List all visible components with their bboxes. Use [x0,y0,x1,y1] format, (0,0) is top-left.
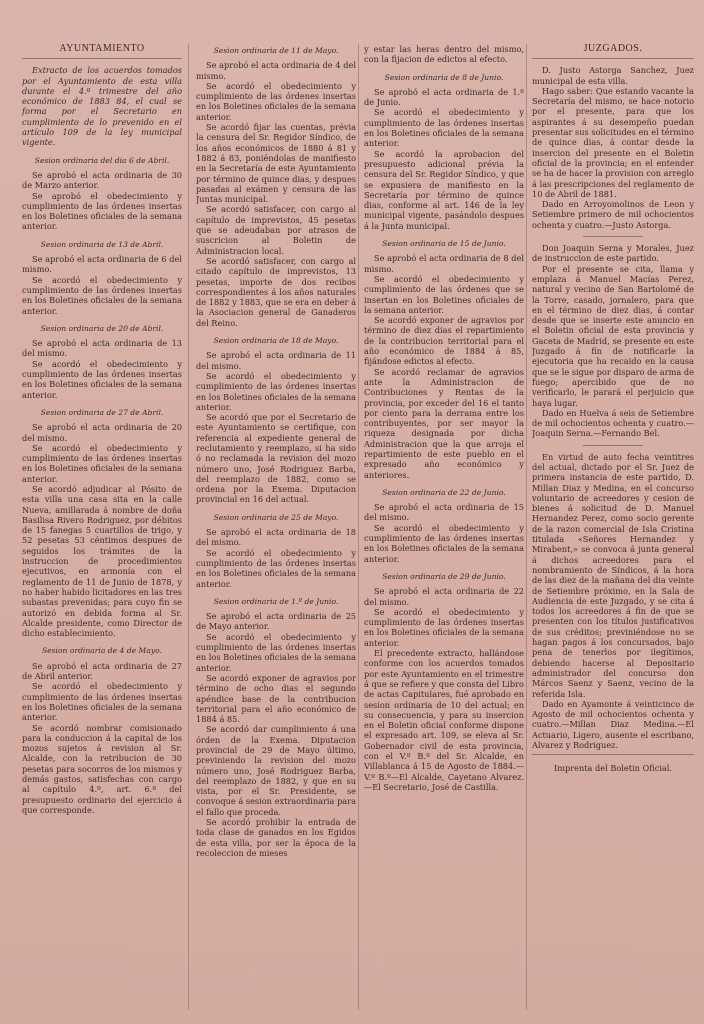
paragraph: Se acordó el obedecimiento y cumplimiento de las órdenes insertas en los Boletines oficiales de la semana anterior. [364,107,524,149]
separator-rule [583,236,643,237]
paragraph: D. Justo Astorga Sanchez, Juez municipal de esta villa. [532,65,694,86]
paragraph: Se acordó prohibir la entrada de toda clase de ganados en los Egidos de esta villa, por ser la época de la recoleccion de mieses [196,817,356,858]
column-ayuntamiento [22,44,182,1010]
session-title: Sesion ordinaria de 25 de Mayo. [213,512,339,522]
session-title: Sesion ordinaria de 4 de Mayo. [41,646,163,656]
paragraph: Se acordó adjudicar al Pósito de esta villa una casa sita en la calle Nueva, amillarada á nombre de doña Basilisa Rivero Rodriguez, por débitos de 15 fanegas 5 cuartillos de trigo, y 52 pesetas 53 céntimos despues de seguidos los trámites de la instruccion de procedimientos ejecutivos, en armonía con el reglamento de 11 de Junio de 1878, y no haber habido licitadores en las tres subastas prevenidas; para cuyo fin se autorizó en debida forma al Sr. Alcalde presidente, como Director de dicho establecimiento. [22,483,182,639]
session-title: Sesion ordinaria de 8 de Junio. [384,72,504,82]
paragraph: Se acordó el obedecimiento y cumplimiento de las órdenes insertas en los Boletines oficiales de la semana anterior. [22,442,182,484]
paragraph: Por el presente se cita, llama y emplaza á Manuel Macías Perez, natural y vecino de San Bartolomé de la Torre, casado, jornalero, para que en el término de diez dias, á contar desde que se inserte este anuncio en el Boletin oficial de esta provincia y Gaceta de Madrid, se presente en este Juzgado á fin de notificarle la ejecutoria que ha recaido en la causa que se le sigue por disparo de arma de fuego; apercibido que de no verificarlo, le parará el perjuicio que haya lugar. [532,263,694,408]
paragraph: Se acordó el obedecimiento y cumplimiento de las órdenes insertas en los Boletines oficiales de la semana anterior. [22,681,182,723]
column-2 [196,44,356,1010]
paragraph: Se acordó exponer de agravios por término de diez dias el repartimiento de la contribucion territorial para el año económico de 1884 á 85, fijándose edictos al efecto. [364,315,524,367]
paragraph: Se aprobó el acta ordinaria de 27 de Abril anterior. [22,660,182,682]
paragraph: Se acordó fijar las cuentas, prévia la censura del Sr. Regidor Síndico, de los años económicos de 1880 á 81 y 1882 á 83, poniéndolas de manifiesto en la Secretaría de este Ayuntamiento por término de quince dias, y despues pasadas al exámen y censura de las Juntas municipal. [196,122,356,205]
session-title: Sesion ordinaria de 27 de Abril. [40,407,164,417]
paragraph: El precedente extracto, hallándose conforme con los acuerdos tomados por este Ayuntamiento en el trimestre á que se refiere y que consta del Libro de actas Capitulares, fué aprobado en sesion ordinaria de 10 del actual; en su consecuencia, y para su insercion en el Boletin oficial conforme dispone el expresado art. 109, se eleva al Sr. Gobernador civil de esta provincia, con el V.º B.º del Sr. Alcalde, en Villablanca á 15 de Agosto de 1884.—V.º B.º—El Alcalde, Cayetano Alvarez.—El Secretario, José de Castilla. [364,648,524,792]
heading-rule [532,58,694,59]
paragraph: Dado en Ayamonte á veinticinco de Agosto de mil ochocientos ochenta y cuatro.—Millan Diaz Medina.—El Actuario, Ligero, ausente el escribano, Alvarez y Rodriguez. [532,698,694,750]
paragraph: Se acordó el obedecimiento y cumplimiento de las órdenes insertas en los Boletines oficiales de la semana anterior. [196,80,356,122]
paragraph: Se acordó la aprobacion del presupuesto adicional prévia la censura del Sr. Regidor Síndico, y que se expusiera de manifiesto en la Secretaría por término de quince dias, conforme al art. 146 de la ley municipal vigente, pasándolo despues á la Junta municipal. [364,148,524,231]
paragraph: Hago saber: Que estando vacante la Secretaría del mismo, se hace notorio por el presente, para que los aspirantes á su desempeño puedan presentar sus solicitudes en el término de quince dias, á contar desde la insercion del presente en el Boletin oficial de la provincia; en el entender se ha de hacer la provision con arreglo á las prescripciones del reglamento de 10 de Abril de 1881. [532,85,694,199]
session-title: Sesion ordinaria de 11 de Mayo. [213,46,339,55]
paragraph: Se acordó nombrar comisionado para la conduccion á la capital de los mozos sujetos á revision al Sr. Alcalde, con la retribucion de 30 pesetas para socorros de los mismos y demás gastos, satisfechas con cargo al capítulo 4.º, art. 6.º del presupuesto ordinario del ejercicio á que corresponde. [22,722,182,815]
printer-imprint: Imprenta del Boletin Oficial. [553,763,673,774]
session-title: Sesion ordinaria de 22 de Junio. [382,487,506,497]
paragraph: Don Joaquin Serna y Morales, Juez de instruccion de este partido. [532,243,694,264]
paragraph: Se acordó satisfacer, con cargo al capítulo de imprevistos, 45 pesetas que se adeudaban por atrasos de suscricion al Boletin de Administracion local. [196,204,356,256]
column-divider [188,44,189,1010]
paragraph: Se aprobó el acta ordinaria de 18 del mismo. [196,527,356,548]
paragraph: Se aprobó el acta ordinaria de 15 del mismo. [364,502,524,523]
column-divider [358,44,359,1010]
paragraph: Se acordó el obedecimiento y cumplimiento de las órdenes insertas en los Boletines oficiales de la semana anterior. [196,370,356,412]
section-heading-juzgados: JUZGADOS. [583,44,643,54]
paragraph: Se acordó reclamar de agravios ante la Administracion de Contribuciones y Rentas de la provincia, por exceder del 16 el tanto por ciento para la derrama entre los contribuyentes, por ser mayor la riqueza designada por dicha Administracion que la que arroja el repartimiento de este pueblo en el expresado año económico y anteriores. [364,366,524,480]
paragraph: Se aprobó el acta ordinaria de 8 del mismo. [364,253,524,274]
paragraph: Se aprobó el acta ordinaria de 13 del mismo. [22,338,182,359]
session-title: Sesion ordinaria de 13 de Abril. [40,239,164,249]
paragraph: En virtud de auto fecha veintitres del actual, dictado por el Sr. Juez de primera instancia de este partido, D. Millan Diaz y Medina, en el concurso voluntario de acreedores y cesion de bienes á solicitud de D. Manuel Hernandez Perez, como socio gerente de la razon comercial de Isla Cristina titulada «Señores Hernandez y Mirabent,» se convoca á junta general á dichos acreedores para el nombramiento de Síndicos, á la hora de las diez de la mañana del dia veinte de Setiembre próximo, en la Sala de Audiencia de este Juzgado, y se cita á todos los acreedores á fin de que se presenten con los títulos justificativos de sus créditos; previniéndose no se hagan pagos á los concursados, bajo pena de tenerlos por ilegítimos, debiendo hacerse al Depositario administrador del concurso don Márcos Saenz y Saenz, vecino de la referida Isla. [532,451,694,699]
paragraph: Dado en Huelva á seis de Setiembre de mil ochocientos ochenta y cuatro.—Joaquin Serna.—Fernando Bel. [532,407,694,439]
paragraph: Se aprobó el acta ordinaria de 4 del mismo. [196,60,356,81]
paragraph: Se acordó satisfacer, con cargo al citado capítulo de imprevistos, 13 pesetas, importe de dos recibos correspondientes á los años naturales de 1882 y 1883, que se era en deber á la Asociacion general de Ganaderos del Reino. [196,255,356,328]
paragraph: Se acordó el obedecimiento y cumplimiento de las órdenes insertas en los Boletines oficiales de la semana anterior. [364,606,524,648]
paragraph: Se aprobó el acta ordinaria de 11 del mismo. [196,350,356,371]
paragraph: Se acordó el obedecimiento y cumplimiento de las órdenes insertas en los Boletines oficiales de la semana anterior. [196,547,356,589]
paragraph: Se aprobó el acta ordinaria de 25 de Mayo anterior. [196,611,356,632]
paragraph: Se acordó exponer de agravios por término de ocho dias el segundo apéndice base de la contribucion territorial para el año económico de 1884 á 85. [196,672,356,725]
paragraph: Se aprobó el acta ordinaria de 1.º de Junio. [364,86,524,108]
paragraph: Se acordó el obedecimiento y cumplimiento de las órdenes insertas en los Boletines oficiales de la semana anterior. [22,358,182,400]
paragraph: Se aprobó el acta ordinaria de 22 del mismo. [364,586,524,607]
column-juzgados [532,44,694,1010]
heading-rule [22,58,182,59]
paragraph: Se aprobó el acta ordinaria de 30 de Marzo anterior. [22,169,182,191]
session-title: Sesion ordinaria de 1.º de Junio. [213,596,339,606]
session-title: Sesion ordinaria del dia 6 de Abril. [34,155,170,165]
separator-rule [583,445,643,446]
session-title: Sesion ordinaria de 20 de Abril. [40,323,164,333]
paragraph: Se acordó el obedecimiento y cumplimiento de las órdenes que se insertan en los Boletines oficiales de la semana anterior. [364,273,524,315]
paragraph: Se aprobó el acta ordinaria de 6 del mismo. [22,254,182,275]
paragraph: Se acordó que por el Secretario de este Ayuntamiento se certifique, con referencia al expediente general de reclutamiento y reemplazo, si ha sido ó no reclamada la revision del mozo número uno, José Rodriguez Barba, del reemplazo de 1882, como se ordena por la Exema. Diputacion provincial en 16 del actual. [196,412,356,505]
column-divider [526,44,527,1010]
paragraph: Se aprobó el obedecimiento y cumplimiento de las órdenes insertas en los Boletines oficiales de la semana anterior. [22,190,182,232]
paragraph: Se aprobó el acta ordinaria de 20 del mismo. [22,422,182,443]
section-heading-ayuntamiento: AYUNTAMIENTO [59,44,145,54]
session-title: Sesion ordinaria de 29 de Junio. [382,571,506,581]
paragraph: Se acordó el obedecimiento y cumplimiento de las órdenes insertas en los Boletines oficiales de la semana anterior. [364,522,524,564]
footer-rule [532,754,694,755]
extract-intro: Extracto de los acuerdos tomados por el Ayuntamiento de esta villa durante el 4.º trimestre del año económico de 1883 84, el cual se forma por el Secretario en cumplimiento de lo prevenido en el artículo 109 de la ley municipal vigente. [22,65,182,148]
paragraph: Se acordó el obedecimiento y cumplimiento de las órdenes insertas en los Boletines oficiales de la semana anterior. [22,274,182,316]
session-title: Sesion ordinaria de 18 de Mayo. [213,336,339,346]
paragraph: Se acordó el obedecimiento y cumplimiento de las órdenes insertas en los Boletines oficiales de la semana anterior. [196,631,356,673]
paragraph: Se acordó dar cumplimiento á una órden de la Exema. Diputacion provincial de 29 de Mayo último, previniendo la revision del mozo número uno, José Rodriguez Barba, del reemplazo de 1882, y que en su vista, por el Sr. Presidente, se convoque á sesion extraordinaria para el fallo que proceda. [196,724,356,817]
column-3 [364,44,524,1010]
paragraph: Dado en Arroyomolinos de Leon y Setiembre primero de mil ochocientos ochenta y cuatro.—Justo Astorga. [532,199,694,230]
paragraph-continued: y estar las heras dentro del mismo, con la fijacion de edictos al efecto. [364,44,524,65]
session-title: Sesion ordinaria de 15 de Junio. [382,239,506,249]
